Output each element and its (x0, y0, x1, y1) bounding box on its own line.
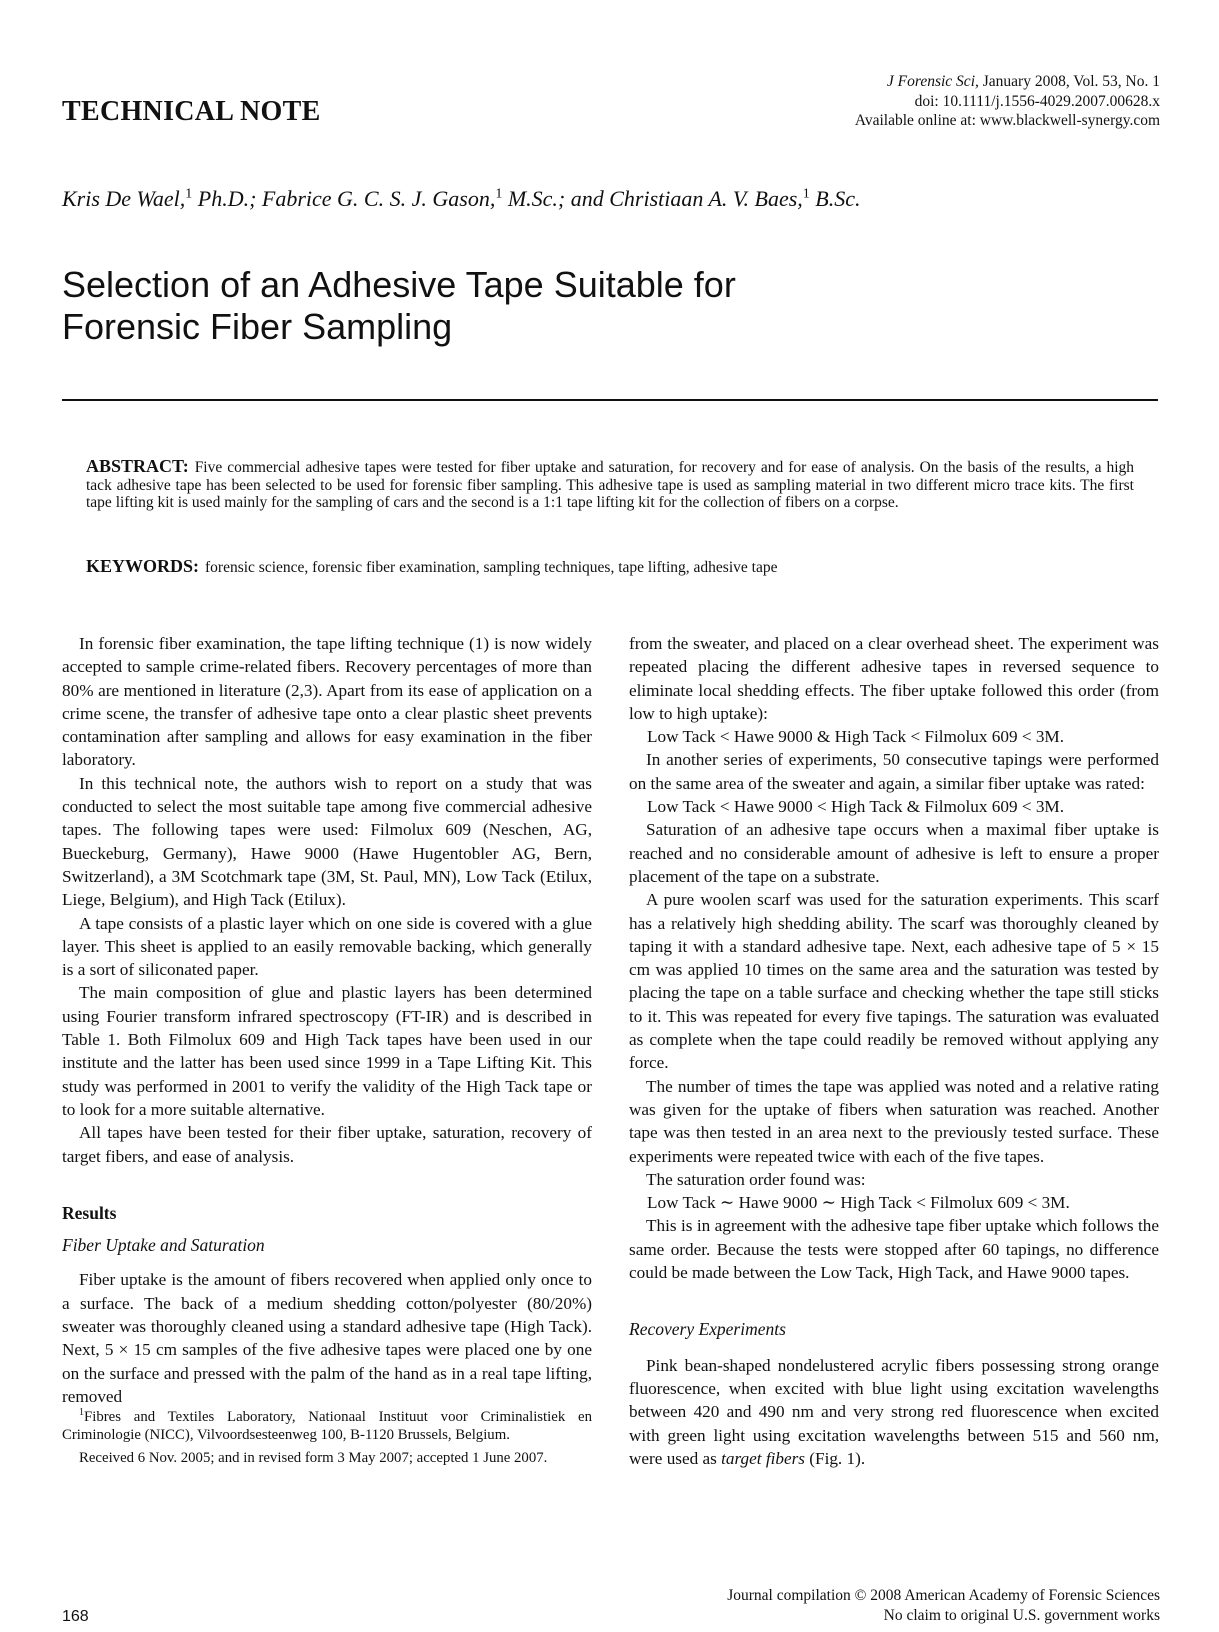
keywords (86, 556, 1134, 578)
abstract-label: ABSTRACT: (86, 456, 189, 476)
subheading-fiber-uptake: Fiber Uptake and Saturation (62, 1235, 265, 1256)
paragraph: All tapes have been tested for their fiber uptake, saturation, recovery of target fibers, and ease of analysis. (62, 1123, 592, 1166)
paragraph: This is in agreement with the adhesive tape fiber uptake which follows the same order. Because the tests were stopped after 60 tapings, no difference could be made between the Low Tack, High Tack, and Hawe 9000 tapes. (629, 1216, 1159, 1283)
copyright-line: No claim to original U.S. government works (883, 1607, 1160, 1624)
ranking-order: Low Tack < Hawe 9000 & High Tack < Filmolux 609 < 3M. (647, 727, 1065, 747)
article-title (62, 264, 962, 348)
paragraph: Fiber uptake is the amount of fibers recovered when applied only once to a surface. The back of a medium shedding cotton/polyester (80/20%) sweater was thoroughly cleaned using a standard adhesive tape (High Tack). Next, 5 × 15 cm samples of the five adhesive tapes were placed one by one on the surface and pressed with the palm of the hand as in a real tape lifting, removed (62, 1270, 592, 1406)
ranking-order: Low Tack < Hawe 9000 < High Tack & Filmolux 609 < 3M. (647, 797, 1065, 817)
paragraph: The number of times the tape was applied was noted and a relative rating was given for the uptake of fibers when saturation was reached. Another tape was then tested in an area next to the previously tested surface. These experiments were repeated twice with each of the five tapes. (629, 1076, 1159, 1166)
author-name: Christiaan A. V. Baes, (609, 186, 803, 211)
copyright-line: Journal compilation © 2008 American Academy of Forensic Sciences (727, 1587, 1160, 1604)
affiliation-mark: 1 (495, 186, 503, 202)
ranking-order: Low Tack ∼ Hawe 9000 ∼ High Tack < Filmolux 609 < 3M. (647, 1193, 1070, 1213)
author-degree: B.Sc. (809, 186, 861, 211)
title-divider (62, 399, 1158, 401)
keywords-text: forensic science, forensic fiber examination, sampling techniques, tape lifting, adhesive tape (205, 559, 778, 576)
author-degree: M.Sc.; and (502, 186, 610, 211)
affiliation-mark: 1 (802, 186, 810, 202)
author-name: Kris De Wael, (62, 186, 186, 211)
paragraph: In another series of experiments, 50 consecutive tapings were performed on the same area of the sweater and again, a similar fiber uptake was rated: (629, 750, 1159, 793)
received-dates: Received 6 Nov. 2005; and in revised form 3 May 2007; accepted 1 June 2007. (79, 1449, 548, 1466)
title-line: Selection of an Adhesive Tape Suitable for (62, 264, 736, 305)
copyright (727, 1586, 1160, 1626)
page-number: 168 (62, 1608, 89, 1625)
affiliation-text: Fibres and Textiles Laboratory, Nationaal Instituut voor Criminalistiek en Criminologie (NICC), Vilvoordsesteenweg 100, B-1120 Brussels, Belgium. (62, 1408, 592, 1444)
paragraph: from the sweater, and placed on a clear overhead sheet. The experiment was repeated placing the different adhesive tapes in reversed sequence to eliminate local shedding effects. The fiber uptake followed this order (from low to high uptake): (629, 634, 1159, 723)
paragraph: Saturation of an adhesive tape occurs when a maximal fiber uptake is reached and no considerable amount of adhesive is left to ensure a proper placement of the tape on a substrate. (629, 820, 1159, 886)
author-name: Fabrice G. C. S. J. Gason, (261, 186, 496, 211)
footnotes (62, 1404, 592, 1467)
affiliation-mark: 1 (79, 1407, 84, 1418)
section-label: TECHNICAL NOTE (62, 96, 321, 127)
left-column (62, 632, 592, 1408)
paragraph (629, 1354, 1159, 1470)
doi: doi: 10.1111/j.1556-4029.2007.00628.x (914, 92, 1160, 110)
abstract (86, 458, 1134, 512)
journal-info (855, 72, 1160, 131)
affiliation-mark: 1 (185, 186, 193, 202)
availability-link[interactable]: Available online at: www.blackwell-synergy.com (854, 112, 1160, 129)
keywords-label: KEYWORDS: (86, 556, 200, 576)
paragraph: A tape consists of a plastic layer which on one side is covered with a glue layer. This sheet is applied to an easily removable backing, which generally is a sort of siliconated paper. (62, 913, 592, 980)
right-column (629, 632, 1159, 1470)
paragraph: In forensic fiber examination, the tape lifting technique (1) is now widely accepted to sample crime-related fibers. Recovery percentages of more than 80% are mentioned in literature (2,3). Apart from its ease of application on a crime scene, the transfer of adhesive tape onto a clear plastic sheet prevents contamination after sampling and allows for easy examination in the fiber laboratory. (62, 634, 592, 770)
author-list (62, 186, 861, 212)
paragraph: A pure woolen scarf was used for the saturation experiments. This scarf has a relatively high shedding ability. The scarf was thoroughly cleaned by taping it with a standard adhesive tape. Next, each adhesive tape of 5 × 15 cm was applied 10 times on the same area and the saturation was tested by placing the tape on a table surface and checking whether the tape still sticks to it. This was repeated for every five tapings. The saturation was evaluated as complete when the tape could readily be removed without applying any force. (629, 890, 1159, 1073)
paragraph: The main composition of glue and plastic layers has been determined using Fourier transform infrared spectroscopy (FT-IR) and is described in Table 1. Both Filmolux 609 and High Tack tapes have been used in our institute and the latter has been used since 1999 in a Tape Lifting Kit. This study was performed in 2001 to verify the validity of the High Tack tape or to look for a more suitable alternative. (62, 983, 592, 1119)
results-heading: Results (62, 1202, 117, 1223)
subheading-recovery: Recovery Experiments (629, 1319, 786, 1340)
title-line: Forensic Fiber Sampling (62, 306, 453, 347)
journal-name: J Forensic Sci, (886, 73, 979, 90)
journal-issue: January 2008, Vol. 53, No. 1 (982, 73, 1160, 90)
author-degree: Ph.D.; (192, 186, 262, 211)
paragraph: In this technical note, the authors wish to report on a study that was conducted to select the most suitable tape among five commercial adhesive tapes. The following tapes were used: Filmolux 609 (Neschen, AG, Bueckeburg, Germany), Hawe 9000 (Hawe Hugentobler AG, Bern, Switzerland), a 3M Scotchmark tape (3M, St. Paul, MN), Low Tack (Etilux, Liege, Belgium), and High Tack (Etilux). (62, 773, 592, 910)
paragraph: The saturation order found was: (646, 1169, 866, 1189)
paragraph-text: (Fig. 1). (804, 1448, 866, 1468)
paragraph-text: Pink bean-shaped nondelustered acrylic fibers possessing strong orange fluorescence, when excited with blue light using excitation wavelengths between 420 and 490 nm and very strong red fluorescence when excited with green light using excitation wavelengths between 515 and 560 nm, were used as (629, 1355, 1159, 1468)
abstract-text: Five commercial adhesive tapes were tested for fiber uptake and saturation, for recovery and for ease of analysis. On the basis of the results, a high tack adhesive tape has been selected to be used for forensic fiber sampling. This adhesive tape is used as sampling material in two different micro trace kits. The first tape lifting kit is used mainly for the sampling of cars and the second is a 1:1 tape lifting kit for the collection of fibers on a corpse. (86, 459, 1134, 512)
affiliation-footnote (62, 1404, 592, 1445)
emphasis: target fibers (721, 1448, 805, 1468)
